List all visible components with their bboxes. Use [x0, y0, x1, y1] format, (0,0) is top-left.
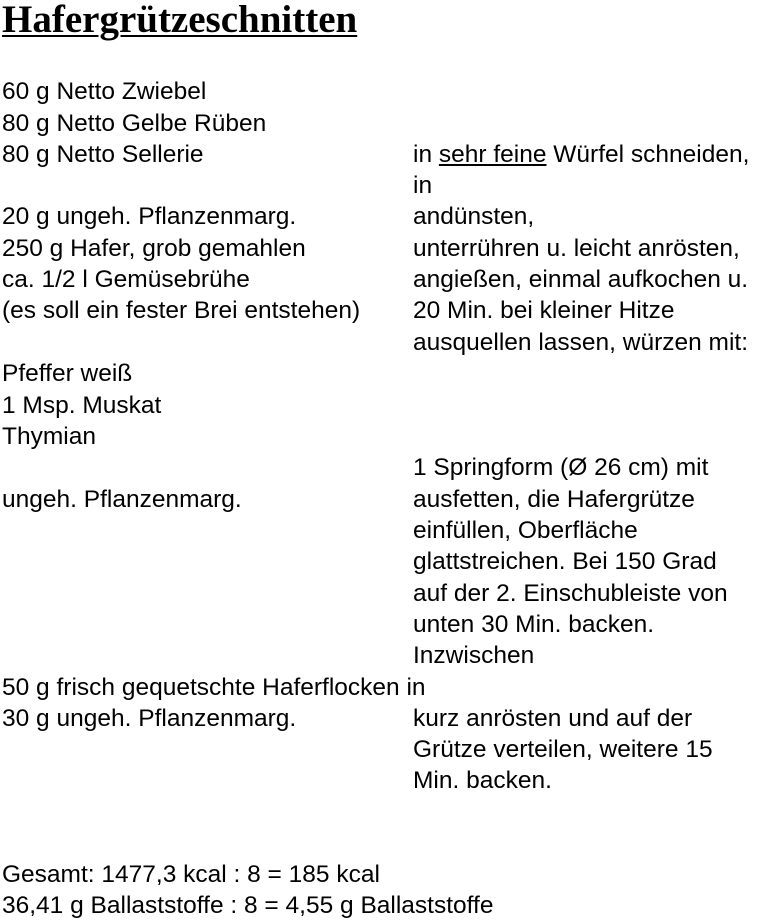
ingredient-text: 250 g Hafer, grob gemahlen: [2, 235, 306, 262]
instruction-text: 20 Min. bei kleiner Hitze: [413, 297, 675, 324]
instruction-text: einfüllen, Oberfläche: [413, 517, 638, 544]
instruction-text: unterrühren u. leicht anrösten,: [413, 235, 740, 262]
ingredient-text: 80 g Netto Gelbe Rüben: [2, 110, 267, 137]
instruction-text: glattstreichen. Bei 150 Grad: [413, 548, 717, 575]
ingredient-text: 60 g Netto Zwiebel: [2, 78, 207, 105]
recipe-line: [0, 421, 783, 452]
recipe-line: [0, 358, 783, 389]
ingredient-text: 80 g Netto Sellerie: [2, 141, 204, 168]
instruction-text-underlined: sehr feine: [438, 141, 547, 168]
ingredient-text: ungeh. Pflanzenmarg.: [2, 486, 242, 513]
instruction-text: [413, 139, 749, 170]
instruction-text-post: Würfel schneiden,: [546, 141, 750, 168]
instruction-text: ausquellen lassen, würzen mit:: [413, 329, 749, 356]
ingredient-text: 1 Msp. Muskat: [2, 392, 162, 419]
recipe-line: [0, 264, 783, 295]
instruction-text: 1 Springform (Ø 26 cm) mit: [413, 454, 709, 481]
instruction-text: Inzwischen: [413, 642, 535, 669]
recipe-line: [0, 327, 783, 358]
instruction-text: kurz anrösten und auf der: [413, 705, 693, 732]
recipe-line: [0, 765, 783, 796]
summary-kcal-line: [0, 859, 783, 890]
ingredient-text: Pfeffer weiß: [2, 360, 133, 387]
ingredient-text: ca. 1/2 l Gemüsebrühe: [2, 266, 250, 293]
instruction-text: ausfetten, die Hafergrütze: [413, 486, 695, 513]
recipe-line: [0, 170, 783, 201]
recipe-line: [0, 452, 783, 483]
recipe-line: [0, 640, 783, 671]
instruction-text: unten 30 Min. backen.: [413, 611, 655, 638]
recipe-line: [0, 233, 783, 264]
ingredient-text: (es soll ein fester Brei entstehen): [2, 297, 361, 324]
instruction-text: angießen, einmal aufkochen u.: [413, 266, 749, 293]
recipe-title: Hafergrützeschnitten: [2, 0, 358, 41]
instruction-text: Grütze verteilen, weitere 15: [413, 736, 713, 763]
recipe-line: [0, 672, 783, 703]
recipe-line: [0, 76, 783, 107]
ingredient-text: 50 g frisch gequetschte Haferflocken in: [2, 674, 426, 701]
summary-fiber-line: [0, 890, 783, 921]
recipe-line: [0, 484, 783, 515]
recipe-line: [0, 734, 783, 765]
recipe-line: [0, 609, 783, 640]
recipe-line: [0, 578, 783, 609]
recipe-line: [0, 201, 783, 232]
instruction-text: Min. backen.: [413, 767, 552, 794]
ingredient-text: 30 g ungeh. Pflanzenmarg.: [2, 705, 297, 732]
recipe-line: [0, 703, 783, 734]
instruction-text: auf der 2. Einschubleiste von: [413, 580, 728, 607]
recipe-line: [0, 390, 783, 421]
recipe-line: [0, 295, 783, 326]
summary-fiber: 36,41 g Ballaststoffe : 8 = 4,55 g Ballaststoffe: [2, 892, 494, 919]
ingredient-text: Thymian: [2, 423, 96, 450]
recipe-line: [0, 515, 783, 546]
recipe-line: [0, 108, 783, 139]
instruction-text-pre: in: [413, 141, 439, 168]
summary-kcal: Gesamt: 1477,3 kcal : 8 = 185 kcal: [2, 861, 380, 888]
recipe-line: [0, 546, 783, 577]
recipe-line: [0, 139, 783, 170]
instruction-text: andünsten,: [413, 203, 535, 230]
instruction-text: in: [413, 172, 433, 199]
ingredient-text: 20 g ungeh. Pflanzenmarg.: [2, 203, 297, 230]
